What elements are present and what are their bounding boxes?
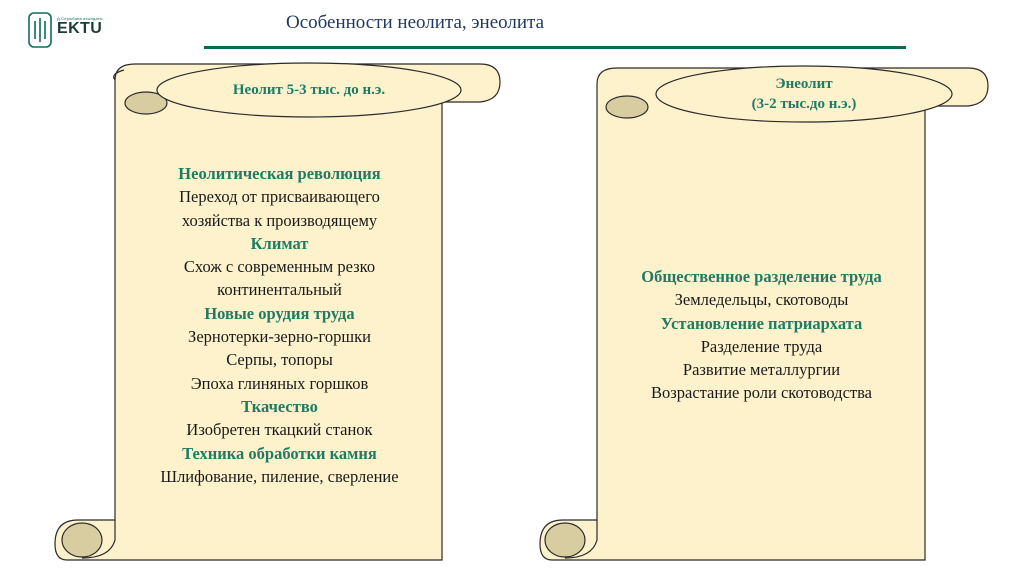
- text-line: Зернотерки-зерно-горшки: [188, 327, 371, 347]
- text-line: Изобретен ткацкий станок: [186, 420, 373, 440]
- right-scroll-title-line1: Энеолит: [775, 76, 833, 92]
- section-heading: Техника обработки камня: [182, 443, 377, 463]
- logo-name: EKTU: [57, 20, 103, 37]
- slide-title: Особенности неолита, энеолита: [285, 12, 545, 33]
- text-line: Разделение труда: [700, 336, 823, 356]
- text-line: Переход от присваивающего: [179, 187, 380, 207]
- left-scroll-title: Неолит 5-3 тыс. до н.э.: [232, 82, 386, 98]
- right-scroll-content: [598, 265, 925, 405]
- text-line: континентальный: [217, 280, 342, 300]
- text-line: Земледельцы, скотоводы: [674, 290, 849, 310]
- section-heading: Климат: [250, 233, 309, 253]
- text-line: Эпоха глиняных горшков: [190, 373, 369, 393]
- section-heading: Ткачество: [241, 396, 318, 416]
- left-scroll-content: [117, 162, 442, 488]
- text-line: Возрастание роли скотоводства: [650, 383, 873, 403]
- text-line: Развитие металлургии: [682, 360, 841, 380]
- section-heading: Неолитическая революция: [178, 164, 381, 183]
- section-heading: Новые орудия труда: [204, 303, 355, 323]
- text-line: Шлифование, пиление, сверление: [160, 466, 399, 486]
- right-scroll-title-line2: (3-2 тыс.до н.э.): [751, 96, 857, 112]
- section-heading: Установление патриархата: [660, 313, 863, 333]
- text-line: хозяйства к производящему: [181, 210, 378, 230]
- logo-tagline: Д.Серікбаев атындағы: [57, 16, 103, 21]
- section-heading: Общественное разделение труда: [641, 267, 882, 286]
- text-line: Схож с современным резко: [183, 257, 376, 277]
- text-line: Серпы, топоры: [226, 350, 333, 370]
- right-scroll-title: [656, 74, 952, 114]
